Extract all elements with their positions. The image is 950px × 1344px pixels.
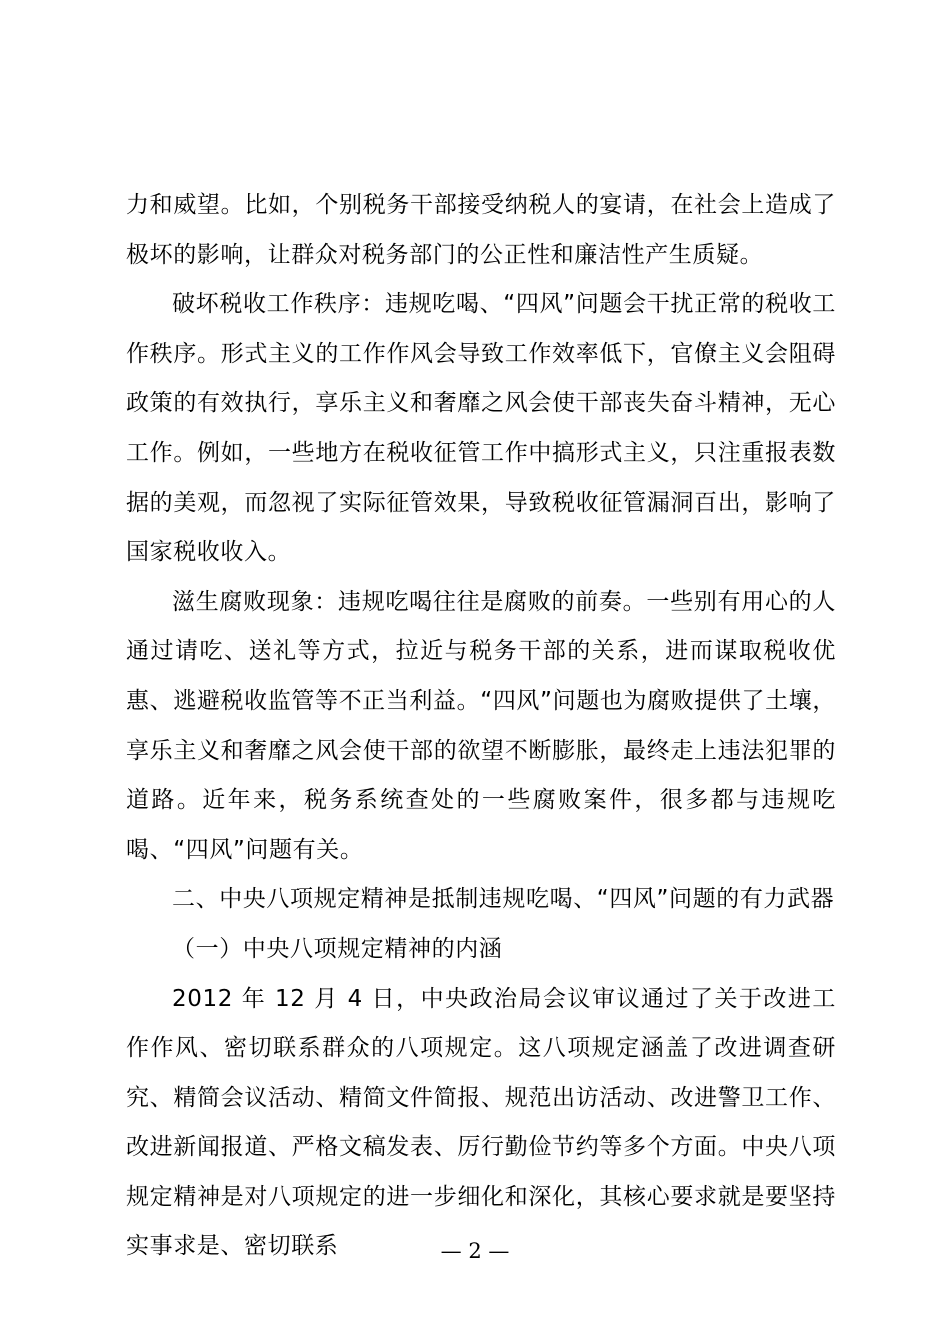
paragraph-corruption: 滋生腐败现象：违规吃喝往往是腐败的前奏。一些别有用心的人通过请吃、送礼等方式，拉近与税务干部的关系，进而谋取税收优惠、逃避税收监管等不正当利益。“四风”问题也为腐败提供了土壤，享乐主义和奢靡之风会使干部的欲望不断膨胀，最终走上违法犯罪的道路。近年来，税务系统查处的一些腐败案件，很多都与违规吃喝、“四风”问题有关。 [126,588,836,863]
page-number: — 2 — [440,1239,510,1263]
subsection-heading: （一）中央八项规定精神的内涵 [172,935,503,962]
paragraph-continuation: 力和威望。比如，个别税务干部接受纳税人的宴请，在社会上造成了极坏的影响，让群众对税务部门的公正性和廉洁性产生质疑。 [126,192,836,268]
paragraph-tax-order: 破坏税收工作秩序：违规吃喝、“四风”问题会干扰正常的税收工作秩序。形式主义的工作作风会导致工作效率低下，官僚主义会阻碍政策的有效执行，享乐主义和奢靡之风会使干部丧失奋斗精神，无心工作。例如，一些地方在税收征管工作中搞形式主义，只注重报表数据的美观，而忽视了实际征管效果，导致税收征管漏洞百出，影响了国家税收收入。 [126,291,836,566]
document-body [126,181,836,1272]
paragraph-eight-rules: 2012 年 12 月 4 日，中央政治局会议审议通过了关于改进工作作风、密切联系群众的八项规定。这八项规定涵盖了改进调查研究、精简会议活动、精简文件简报、规范出访活动、改进警卫工作、改进新闻报道、严格文稿发表、厉行勤俭节约等多个方面。中央八项规定精神是对八项规定的进一步细化和深化，其核心要求就是要坚持实事求是、密切联系 [126,985,836,1260]
section-heading: 二、中央八项规定精神是抵制违规吃喝、“四风”问题的有力武器 [172,886,835,913]
